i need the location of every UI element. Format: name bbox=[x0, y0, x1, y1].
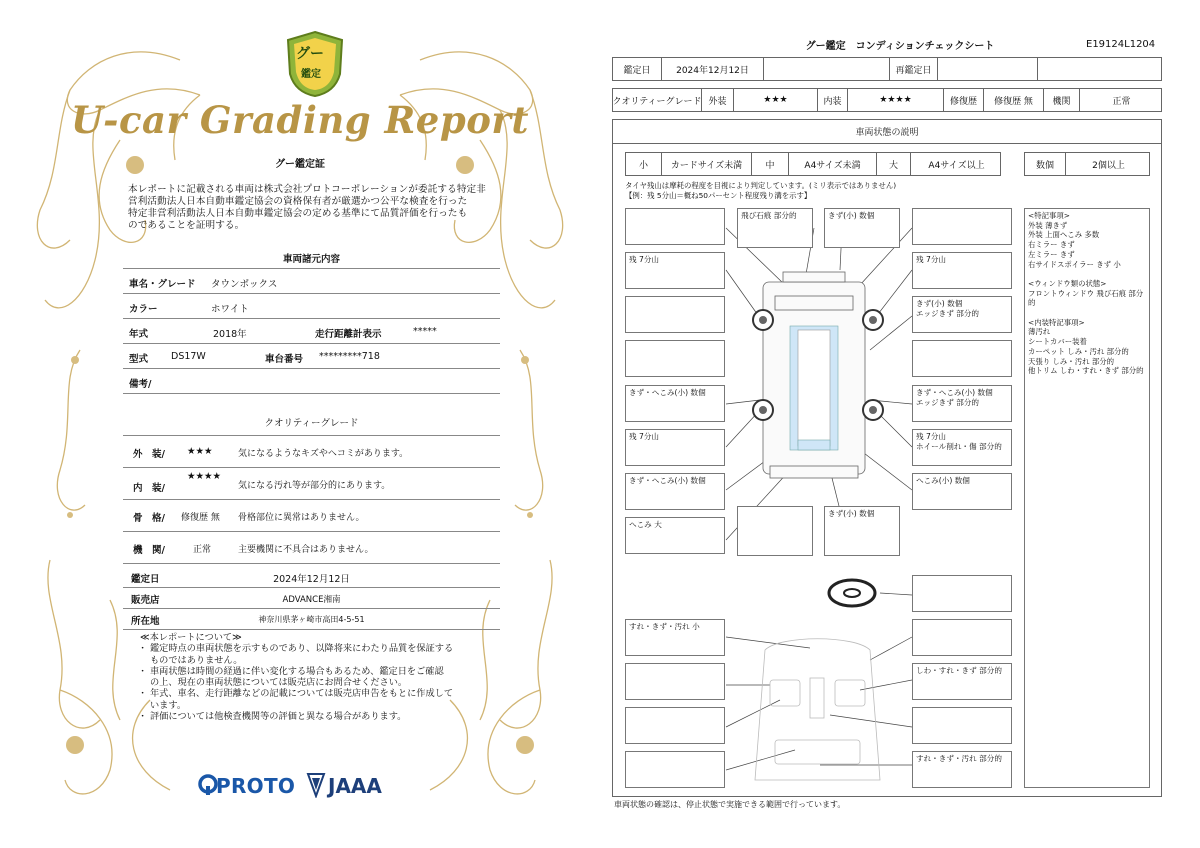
info-row-dealer bbox=[123, 588, 500, 609]
section-title: 車両状態の説明 bbox=[613, 120, 1161, 144]
damage-label: きず(小) 数個 bbox=[828, 509, 875, 518]
interior-label: 内装 bbox=[817, 89, 847, 111]
year-label: 年式 bbox=[129, 329, 149, 340]
spec-row-color bbox=[123, 294, 500, 319]
spec-row-model bbox=[123, 344, 500, 369]
damage-label: きず(小) 数個 bbox=[828, 211, 875, 220]
note-line: <特記事項> bbox=[1028, 211, 1070, 220]
damage-box bbox=[912, 619, 1012, 656]
quality-row-interior bbox=[123, 468, 500, 500]
damage-label: 残 7分山 bbox=[629, 255, 660, 264]
damage-box bbox=[625, 517, 725, 554]
document-id: E19124L1204 bbox=[1086, 39, 1156, 50]
quality-label: 機 関/ bbox=[133, 545, 165, 556]
mileage-value: ***** bbox=[413, 326, 437, 337]
quality-desc: 主要機関に不具合はありません。 bbox=[238, 545, 374, 555]
statement-line: 営利活動法人日本自動車鑑定協会の資格保有者が厳選かつ公平な検査を行った bbox=[128, 196, 468, 207]
note-line: 右サイドスポイラー きず 小 bbox=[1028, 259, 1121, 269]
damage-box bbox=[625, 707, 725, 744]
spec-row-year bbox=[123, 319, 500, 344]
grade-label: クオリティーグレード bbox=[612, 96, 702, 107]
legend-medium: 中 bbox=[751, 153, 788, 175]
info-row-date bbox=[123, 566, 500, 588]
tire-note: タイヤ残山は摩耗の程度を目視により判定しています。(ミリ表示ではありません) bbox=[625, 181, 897, 190]
quality-row-frame bbox=[123, 500, 500, 532]
goo-appraisal-badge-icon bbox=[286, 30, 344, 98]
damage-box bbox=[912, 663, 1012, 700]
date-value: 2024年12月12日 bbox=[661, 58, 763, 80]
certificate-statement bbox=[128, 184, 498, 232]
quality-label: 外 装/ bbox=[133, 449, 165, 460]
damage-label: すれ・きず・汚れ 部分的 bbox=[916, 754, 1002, 763]
damage-box bbox=[625, 296, 725, 333]
repair-label: 修復歴 bbox=[943, 89, 983, 111]
note-line: <ウィンドウ類の状態> bbox=[1028, 278, 1107, 288]
color-label: カラー bbox=[129, 304, 158, 315]
exterior-label: 外装 bbox=[701, 89, 733, 111]
info-value: 神奈川県茅ヶ崎市高田4-5-51 bbox=[258, 615, 365, 624]
info-value: ADVANCE湘南 bbox=[282, 595, 341, 605]
damage-label: 残 7分山 bbox=[629, 432, 660, 441]
note-line: <内装特記事項> bbox=[1028, 317, 1085, 327]
mileage-label: 走行距離計表示 bbox=[315, 329, 382, 340]
note-line: カーペット しみ・汚れ 部分的 bbox=[1028, 346, 1129, 356]
quality-desc: 骨格部位に異常はありません。 bbox=[238, 513, 365, 523]
damage-box bbox=[912, 429, 1012, 466]
note-line: 左ミラー きず bbox=[1028, 249, 1075, 259]
footer-note: 車両状態の確認は、停止状態で実施できる範囲で行っています。 bbox=[614, 800, 846, 809]
count-label: 数個 bbox=[1035, 160, 1054, 171]
color-value: ホワイト bbox=[211, 304, 249, 315]
damage-box bbox=[912, 296, 1012, 333]
quality-row-exterior bbox=[123, 436, 500, 468]
damage-label: 残 7分山 bbox=[916, 255, 947, 264]
interior-stars: ★★★★ bbox=[847, 89, 943, 111]
exterior-stars: ★★★ bbox=[733, 89, 817, 111]
info-row-address bbox=[123, 609, 500, 630]
info-label: 販売店 bbox=[131, 595, 160, 606]
legend-small-desc: カードサイズ未満 bbox=[661, 153, 751, 175]
damage-label: すれ・きず・汚れ 小 bbox=[629, 622, 700, 631]
badge-top-text: グー bbox=[296, 46, 324, 62]
damage-label: きず・へこみ(小) 数個 bbox=[629, 476, 706, 485]
badge-bottom-text: 鑑定 bbox=[301, 69, 321, 80]
statement-line: のであることを証明する。 bbox=[128, 220, 245, 231]
damage-box bbox=[912, 340, 1012, 377]
info-label: 所在地 bbox=[131, 616, 160, 627]
damage-box bbox=[625, 385, 725, 422]
year-value: 2018年 bbox=[213, 329, 247, 340]
damage-label: へこみ(小) 数個 bbox=[916, 476, 970, 485]
name-value: タウンボックス bbox=[211, 279, 278, 290]
quality-value: ★★★★ bbox=[187, 471, 222, 482]
damage-box bbox=[912, 252, 1012, 289]
damage-label: きず(小) 数個 エッジきず 部分的 bbox=[916, 299, 980, 318]
certificate-subtitle: グー鑑定証 bbox=[275, 159, 325, 170]
report-notes bbox=[138, 632, 498, 722]
damage-box bbox=[625, 663, 725, 700]
condition-check-sheet bbox=[600, 0, 1200, 848]
note-item: ・ 鑑定時点の車両状態を示すものであり、以降将来にわたり品質を保証する ものではありません。 bbox=[138, 643, 454, 666]
spec-row-remarks bbox=[123, 369, 500, 394]
quality-desc: 気になる汚れ等が部分的にあります。 bbox=[238, 481, 391, 491]
quality-label: 内 装/ bbox=[133, 483, 165, 494]
tire-example: 【例：残 5分山＝概ね50パーセント程度残り溝を示す】 bbox=[625, 191, 812, 200]
chassis-label: 車台番号 bbox=[265, 354, 304, 365]
special-notes-box bbox=[1024, 208, 1150, 788]
quality-value: 正常 bbox=[193, 545, 212, 555]
damage-box bbox=[625, 340, 725, 377]
dealer-info-table bbox=[123, 566, 500, 630]
jaaa-logo: JAAA bbox=[328, 774, 382, 798]
quality-row-engine bbox=[123, 532, 500, 564]
note-line: 天張り しみ・汚れ 部分的 bbox=[1028, 356, 1114, 366]
model-label: 型式 bbox=[129, 354, 149, 365]
chassis-value: *********718 bbox=[319, 351, 380, 362]
damage-box bbox=[625, 208, 725, 245]
statement-line: 特定非営利活動法人日本自動車鑑定協会の定める基準にて品質評価を行ったも bbox=[128, 208, 468, 219]
repair-value: 修復歴 無 bbox=[983, 89, 1043, 111]
certificate-title: U-car Grading Report bbox=[71, 98, 529, 142]
note-line: 薄汚れ bbox=[1028, 327, 1051, 337]
damage-box bbox=[737, 506, 813, 556]
quality-heading: クオリティーグレード bbox=[123, 406, 500, 436]
damage-label: へこみ 大 bbox=[629, 520, 662, 529]
damage-box bbox=[824, 208, 900, 248]
proto-logo: PROTO bbox=[216, 774, 296, 798]
spec-row-name bbox=[123, 269, 500, 294]
spec-heading: 車両諸元内容 bbox=[123, 244, 500, 269]
count-value: 2個以上 bbox=[1065, 153, 1151, 175]
damage-box bbox=[912, 575, 1012, 612]
note-line: 外装 上面へこみ 多数 bbox=[1028, 230, 1100, 240]
damage-box bbox=[824, 506, 900, 556]
info-label: 鑑定日 bbox=[131, 574, 160, 585]
notes-title: ≪本レポートについて≫ bbox=[140, 632, 242, 643]
statement-line: 本レポートに記載される車両は株式会社プロトコーポレーションが委託する特定非 bbox=[128, 184, 486, 195]
engine-label: 機関 bbox=[1043, 89, 1079, 111]
quality-desc: 気になるようなキズやヘコミがあります。 bbox=[238, 449, 409, 459]
damage-box bbox=[912, 208, 1012, 245]
note-line: 右ミラー きず bbox=[1028, 240, 1075, 250]
damage-box bbox=[912, 473, 1012, 510]
model-value: DS17W bbox=[171, 351, 206, 362]
jaaa-logo-icon bbox=[306, 772, 326, 798]
damage-box bbox=[625, 252, 725, 289]
remarks-label: 備考/ bbox=[129, 379, 152, 390]
damage-label: きず・へこみ(小) 数個 エッジきず 部分的 bbox=[916, 388, 993, 407]
damage-box bbox=[912, 385, 1012, 422]
legend-medium-desc: A4サイズ未満 bbox=[788, 153, 876, 175]
note-item: ・ 年式、車名、走行距離などの記載については販売店申告をもとに作成して います。 bbox=[138, 688, 454, 711]
name-label: 車名・グレード bbox=[129, 279, 196, 290]
quality-value: 修復歴 無 bbox=[181, 513, 220, 523]
damage-box bbox=[912, 707, 1012, 744]
note-line: 他トリム しわ・すれ・きず 部分的 bbox=[1028, 366, 1144, 376]
legend-large-desc: A4サイズ以上 bbox=[910, 153, 1002, 175]
damage-label: しわ・すれ・きず 部分的 bbox=[916, 666, 1002, 675]
proto-logo-icon bbox=[198, 774, 218, 796]
note-item: ・ 車両状態は時間の経過に伴い変化する場合もあるため、鑑定日をご確認 の上、現在の車両状態については販売店にお問合せください。 bbox=[138, 665, 444, 689]
quality-value: ★★★ bbox=[187, 446, 213, 457]
date-label: 鑑定日 bbox=[623, 65, 651, 76]
engine-value: 正常 bbox=[1079, 89, 1163, 111]
damage-box bbox=[737, 208, 813, 248]
info-value: 2024年12月12日 bbox=[273, 574, 350, 585]
note-line: フロントウィンドウ 飛び石痕 部分的 bbox=[1028, 288, 1144, 308]
legend-large: 大 bbox=[876, 153, 910, 175]
damage-box bbox=[625, 619, 725, 656]
damage-label: きず・へこみ(小) 数個 bbox=[629, 388, 706, 397]
spec-table bbox=[123, 244, 500, 394]
damage-label: 残 7分山 ホイール削れ・傷 部分的 bbox=[916, 432, 1002, 451]
damage-box bbox=[625, 429, 725, 466]
damage-box bbox=[625, 473, 725, 510]
note-item: ・ 評価については他検査機関等の評価と異なる場合があります。 bbox=[138, 711, 407, 723]
damage-box bbox=[912, 751, 1012, 788]
damage-label: 飛び石痕 部分的 bbox=[741, 211, 797, 220]
damage-box bbox=[625, 751, 725, 788]
legend-small: 小 bbox=[638, 160, 648, 171]
note-line: シートカバー装着 bbox=[1028, 337, 1087, 347]
sheet-title: グー鑑定 コンディションチェックシート bbox=[805, 41, 995, 52]
note-line: 外装 薄きず bbox=[1028, 220, 1068, 230]
reappraisal-label: 再鑑定日 bbox=[889, 58, 937, 80]
quality-table bbox=[123, 406, 500, 564]
quality-label: 骨 格/ bbox=[133, 513, 165, 524]
